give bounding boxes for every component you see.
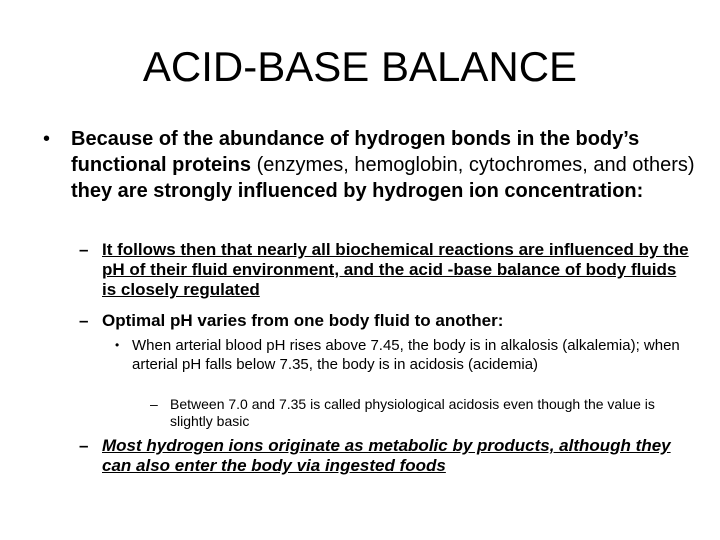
small-bullet-marker: • bbox=[115, 338, 120, 352]
bullet-marker: • bbox=[43, 128, 51, 150]
dash-marker: – bbox=[150, 396, 158, 412]
slide-title: ACID-BASE BALANCE bbox=[142, 43, 578, 90]
sub-sub-bullet-1: When arterial blood pH rises above 7.45, the body is in alkalosis (alkalemia); when arterial pH falls below 7.35, the body is in acidosis (acidemia) bbox=[132, 337, 680, 373]
sub-sub-sub-bullet-1: Between 7.0 and 7.35 is called physiological acidosis even though the value is slightly basic bbox=[170, 396, 655, 429]
bullet-1-bold-a: Because of the abundance of hydrogen bonds in the body’s functional proteins bbox=[71, 128, 640, 176]
dash-marker: – bbox=[79, 311, 89, 330]
dash-marker: – bbox=[79, 436, 89, 455]
sub-bullet-1: It follows then that nearly all biochemical reactions are influenced by the pH of their fluid environment, and the acid -base balance of body fluids is closely regulated bbox=[102, 240, 689, 299]
sub-bullet-3: Most hydrogen ions originate as metabolic by products, although they can also enter the body via ingested foods bbox=[102, 436, 671, 475]
dash-marker: – bbox=[79, 240, 89, 259]
bullet-1-bold-b: they are strongly influenced by hydrogen ion concentration: bbox=[71, 180, 644, 202]
bullet-1 bbox=[71, 126, 706, 204]
bullet-1-normal: (enzymes, hemoglobin, cytochromes, and others) bbox=[256, 154, 695, 176]
sub-bullet-2: Optimal pH varies from one body fluid to another: bbox=[102, 311, 504, 330]
